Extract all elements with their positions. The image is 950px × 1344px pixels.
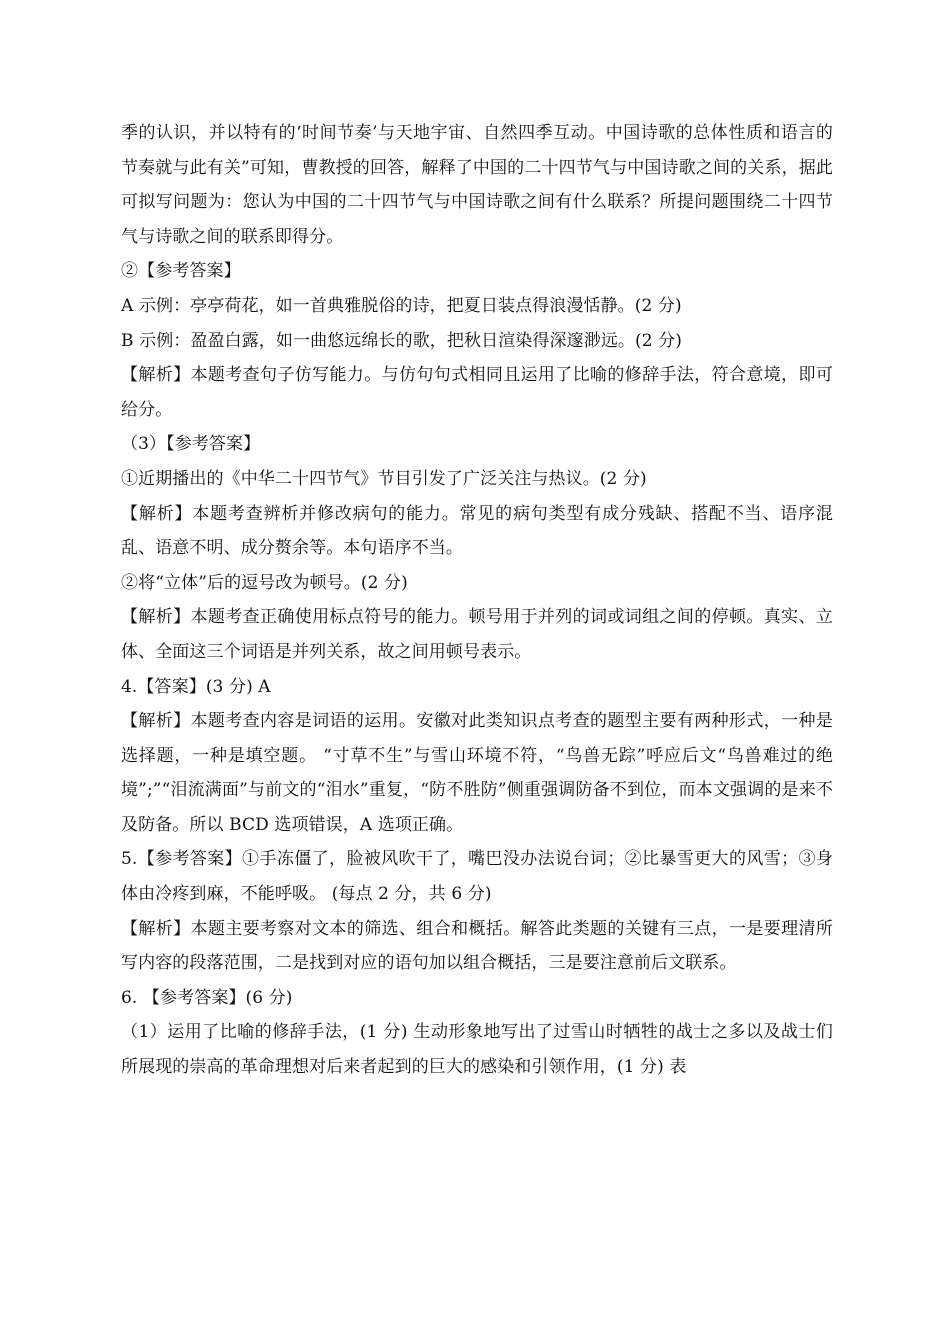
document-body xyxy=(121,116,833,1085)
paragraph-question-5-analysis: 【解析】本题主要考察对文本的筛选、组合和概括。解答此类题的关键有三点，一是要理清所写内容的段落范围，二是找到对应的语句加以组合概括，三是要注意前后文联系。 xyxy=(121,918,833,974)
paragraph-example-b: B 示例：盈盈白露，如一曲悠远绵长的歌，把秋日渲染得深邃渺远。(2 分) xyxy=(121,330,682,351)
paragraph-question-6-part-1: （1）运用了比喻的修辞手法，(1 分) 生动形象地写出了过雪山时牺牲的战士之多以及战士们所展现的崇高的革命理想对后来者起到的巨大的感染和引领作用，(1 分) 表 xyxy=(121,1022,833,1078)
paragraph-analysis-imitation: 【解析】本题考查句子仿写能力。与仿句句式相同且运用了比喻的修辞手法，符合意境，即可给分。 xyxy=(121,365,833,420)
paragraph-answer-punctuation: ②将“立体”后的逗号改为顿号。(2 分) xyxy=(121,572,408,593)
paragraph-answer-sentence-fix: ①近期播出的《中华二十四节气》节目引发了广泛关注与热议。(2 分) xyxy=(121,468,647,489)
paragraph-question-5-answer: 5.【参考答案】①手冻僵了，脸被风吹干了，嘴巴没办法说台词；②比暴雪更大的风雪；③身体由冷疼到麻，不能呼吸。 (每点 2 分，共 6 分) xyxy=(121,849,833,905)
paragraph-example-a: A 示例：亭亭荷花，如一首典雅脱俗的诗，把夏日装点得浪漫恬静。(2 分) xyxy=(121,295,682,316)
paragraph-question-4-answer: 4.【答案】(3 分) A xyxy=(121,676,271,697)
paragraph-analysis-punctuation: 【解析】本题考查正确使用标点符号的能力。顿号用于并列的词或词组之间的停顿。真实、立体、全面这三个词语是并列关系，故之间用顿号表示。 xyxy=(121,607,833,662)
paragraph-answer-heading-3: （3）【参考答案】 xyxy=(121,434,261,455)
paragraph-analysis-sentence-fix: 【解析】本题考查辨析并修改病句的能力。常见的病句类型有成分残缺、搭配不当、语序混乱、语意不明、成分赘余等。本句语序不当。 xyxy=(121,503,833,559)
paragraph-question-4-analysis: 【解析】本题考查内容是词语的运用。安徽对此类知识点考查的题型主要有两种形式，一种是选择题，一种是填空题。 “寸草不生”与雪山环境不符，“鸟兽无踪”呼应后文“鸟兽难过的绝境”;”“泪流满面”与前文的“泪水”重复，“防不胜防”侧重强调防备不到位，而本文强调的是来不及防备。所以 BCD 选项错误，A 选项正确。 xyxy=(121,711,834,835)
paragraph-answer-heading-2: ②【参考答案】 xyxy=(121,261,241,282)
paragraph-intro-analysis: 季的认识，并以特有的‘时间节奏’与天地宇宙、自然四季互动。中国诗歌的总体性质和语言的节奏就与此有关”可知，曹教授的回答，解释了中国的二十四节气与中国诗歌之间的关系，据此可拟写问题为：您认为中国的二十四节气与中国诗歌之间有什么联系？所提问题围绕二十四节气与诗歌之间的联系即得分。 xyxy=(121,123,833,247)
paragraph-question-6-answer: 6. 【参考答案】(6 分) xyxy=(121,987,293,1008)
